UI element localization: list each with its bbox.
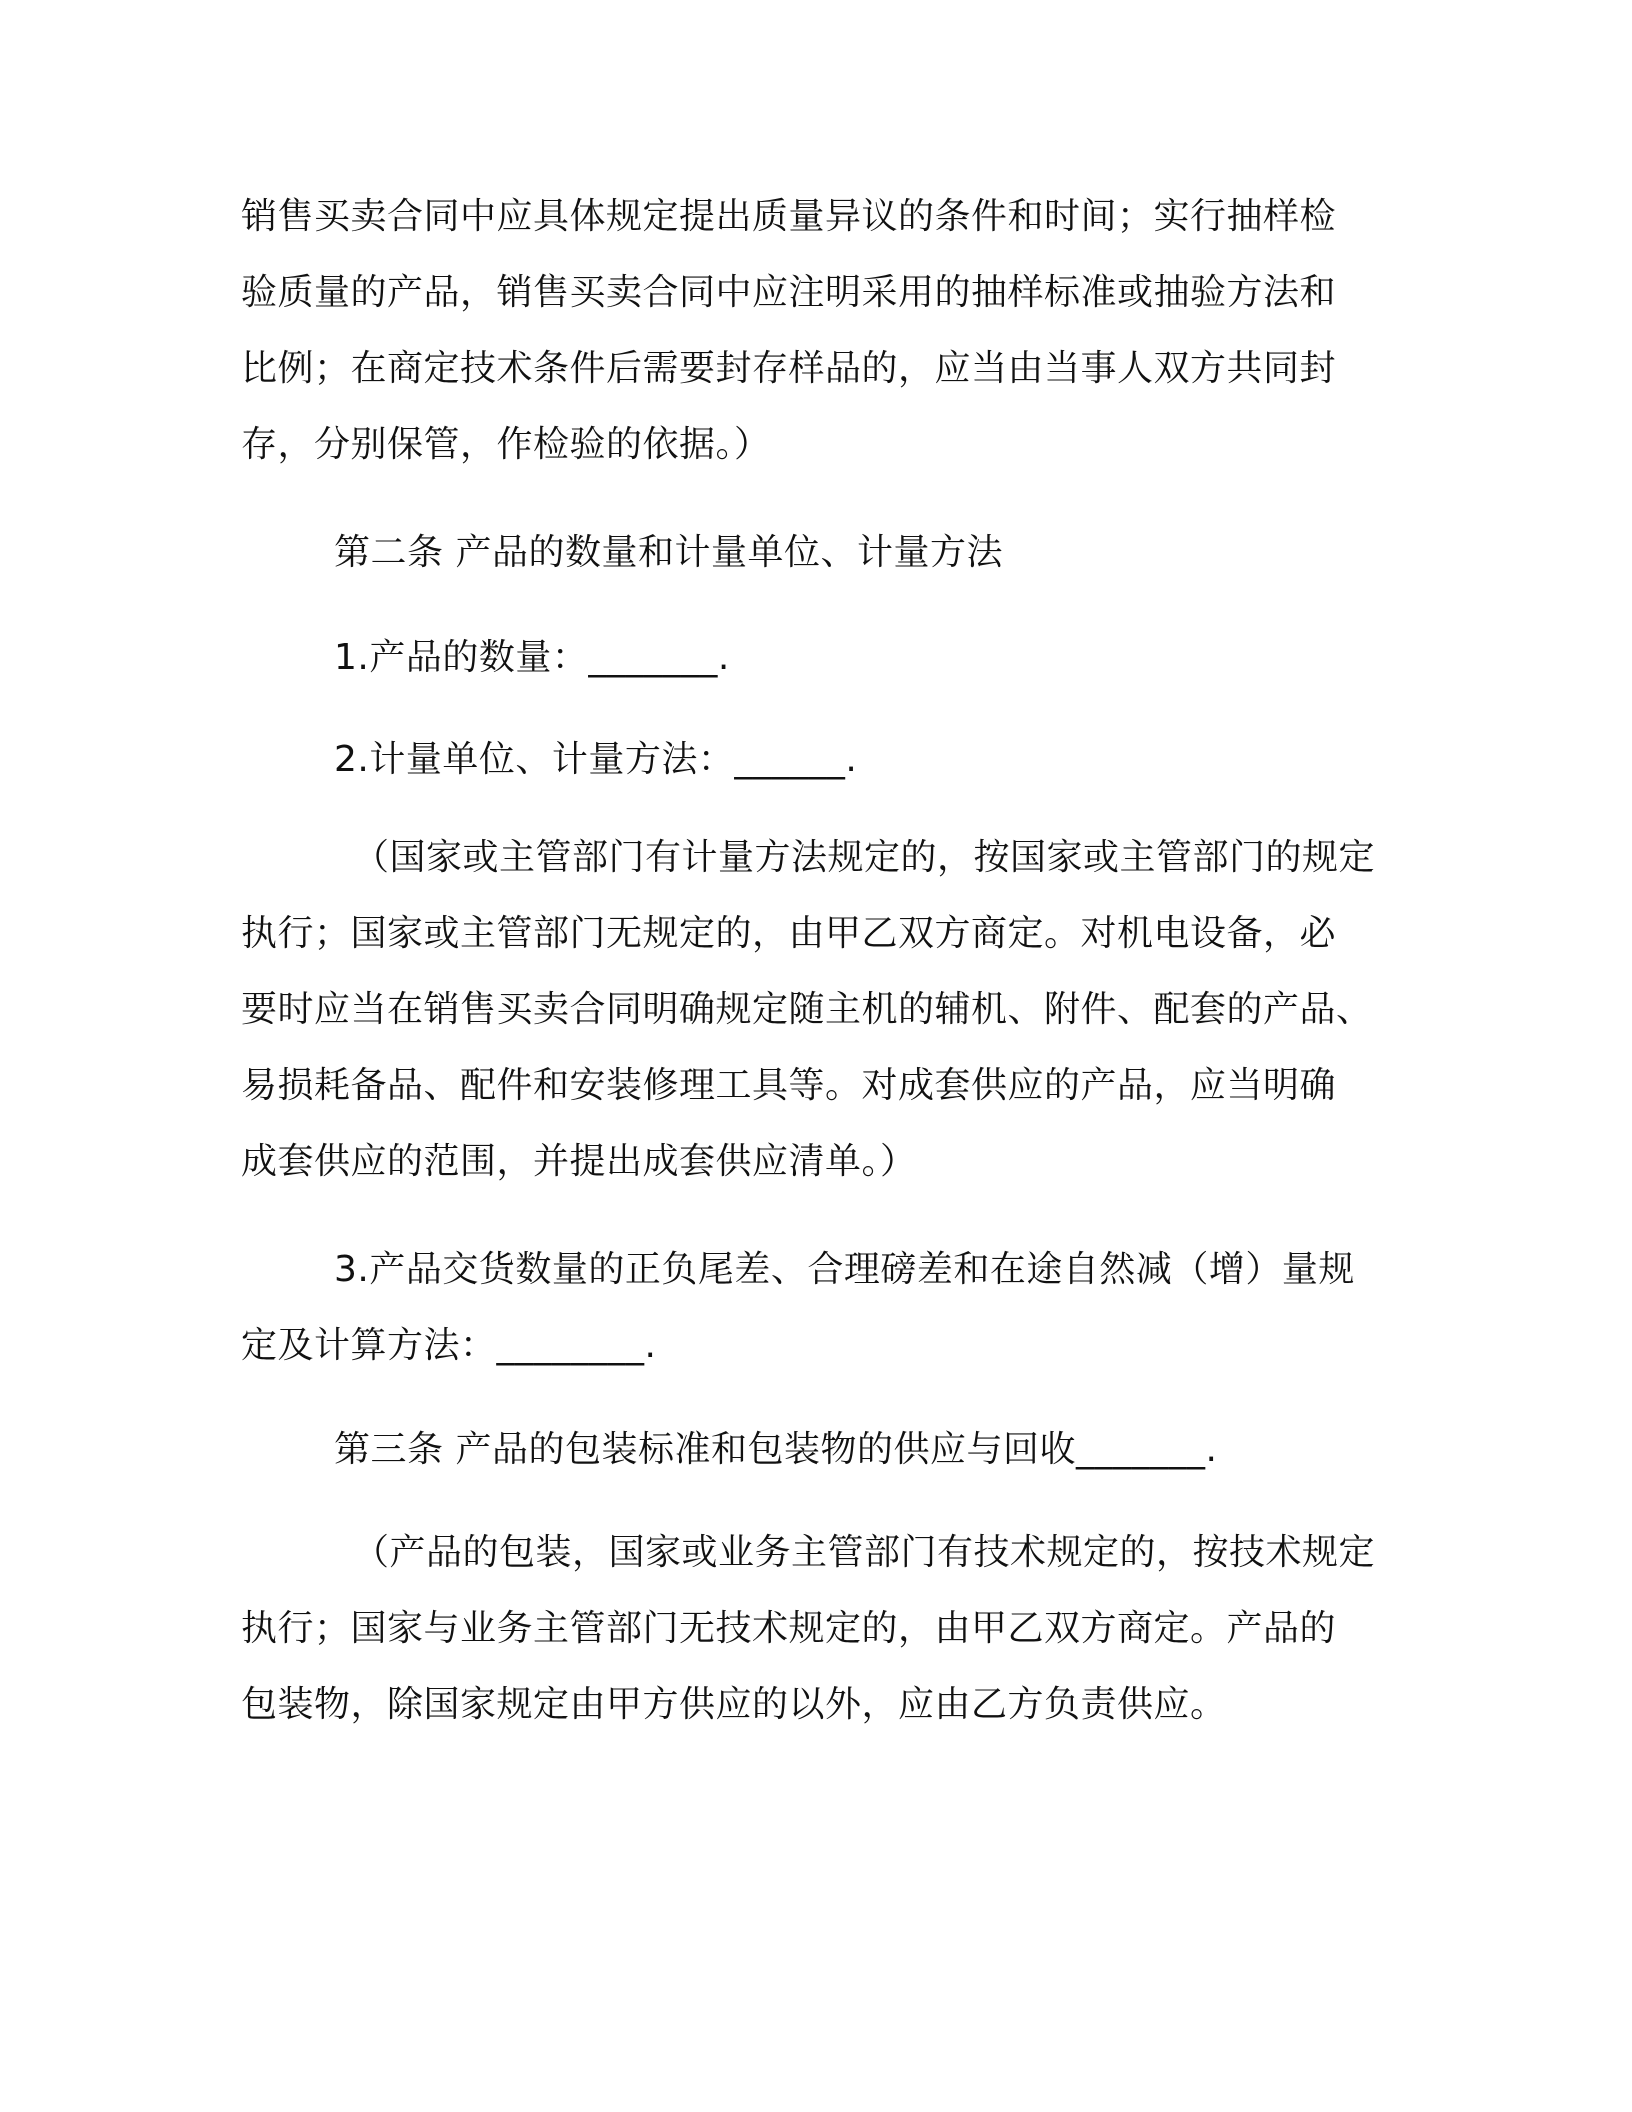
text-line: （国家或主管部门有计量方法规定的，按国家或主管部门的规定 xyxy=(353,837,1376,878)
text-line: 易损耗备品、配件和安装修理工具等。对成套供应的产品，应当明确 xyxy=(241,1065,1337,1106)
paragraph-measurement-note xyxy=(241,820,1391,1200)
item-quantity xyxy=(241,620,1391,696)
article-title: 第三条 产品的包装标准和包装物的供应与回收_______. xyxy=(334,1429,1218,1470)
article-2-heading xyxy=(241,515,1391,591)
article-title: 第二条 产品的数量和计量单位、计量方法 xyxy=(334,532,1003,573)
text-line: 比例；在商定技术条件后需要封存样品的，应当由当事人双方共同封 xyxy=(241,348,1337,389)
text-line: 成套供应的范围，并提出成套供应清单。） xyxy=(241,1141,917,1182)
text-line: （产品的包装，国家或业务主管部门有技术规定的，按技术规定 xyxy=(353,1532,1376,1573)
article-3-heading xyxy=(241,1412,1391,1488)
item-measurement xyxy=(241,722,1391,798)
text-line: 要时应当在销售买卖合同明确规定随主机的辅机、附件、配套的产品、 xyxy=(241,989,1373,1030)
paragraph-packaging-note xyxy=(241,1515,1391,1743)
text-line: 执行；国家或主管部门无规定的，由甲乙双方商定。对机电设备，必 xyxy=(241,913,1337,954)
text-line: 存，分别保管，作检验的依据。） xyxy=(241,424,771,465)
item-text: 1.产品的数量：_______. xyxy=(334,637,730,678)
text-line: 验质量的产品，销售买卖合同中应注明采用的抽样标准或抽验方法和 xyxy=(241,272,1337,313)
text-line: 执行；国家与业务主管部门无技术规定的，由甲乙双方商定。产品的 xyxy=(241,1608,1337,1649)
text-line: 销售买卖合同中应具体规定提出质量异议的条件和时间；实行抽样检 xyxy=(241,196,1337,237)
text-line: 3.产品交货数量的正负尾差、合理磅差和在途自然减（增）量规 xyxy=(334,1249,1355,1290)
text-line: 定及计算方法：________. xyxy=(241,1325,657,1366)
item-tolerance xyxy=(241,1232,1391,1384)
item-text: 2.计量单位、计量方法：______. xyxy=(334,739,858,780)
text-line: 包装物，除国家规定由甲方供应的以外，应由乙方负责供应。 xyxy=(241,1684,1227,1725)
paragraph-quality-objection xyxy=(241,179,1391,483)
